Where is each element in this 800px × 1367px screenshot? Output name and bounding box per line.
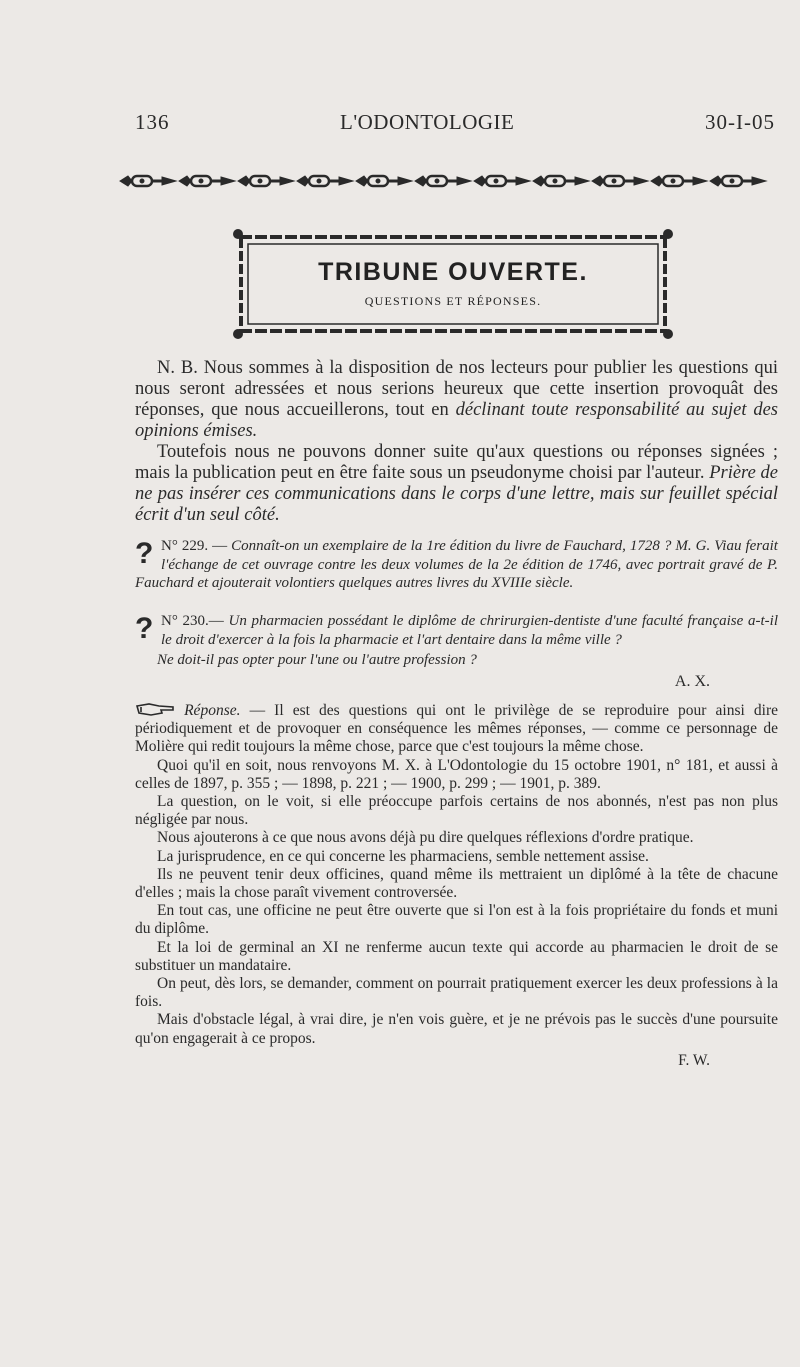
issue-date: 30-I-05 xyxy=(705,110,775,134)
response-paragraph: La jurisprudence, en ce qui concerne les pharmaciens, semble nettement assise. xyxy=(157,847,649,865)
section-title-box xyxy=(232,228,674,340)
section-subtitle: QUESTIONS ET RÉPONSES. xyxy=(364,294,542,308)
question-signature: A. X. xyxy=(674,672,710,690)
response-signature: F. W. xyxy=(678,1051,710,1069)
response-paragraph: Réponse. — Il est des questions qui ont le privilège de se reproduire pour ainsi dire périodiquement et de provoquer en conséquence les mêmes réponses, — comme ce personnage de Molière qui redit toujours la même chose, parce que c'est toujours la même chose. xyxy=(135,702,779,756)
response-paragraph: On peut, dès lors, se demander, comment on pourrait pratiquement exercer les deux professions à la fois. xyxy=(135,975,778,1011)
response-paragraph: La question, on le voit, si elle préoccupe parfois certains de nos abonnés, n'est pas non plus négligée par nous. xyxy=(135,793,778,829)
intro-paragraph-1: N. B. Nous sommes à la disposition de nos lecteurs pour publier les questions qui nous seront adressées et nous serions heureux que cette insertion provoquât des réponses, que nous accueillerons, tout en déclinant toute responsabilité au sujet des opinions émises. xyxy=(135,358,778,441)
intro-note xyxy=(135,358,778,526)
page-number: 136 xyxy=(135,110,170,134)
running-header xyxy=(135,110,775,142)
question-mark-icon: ? xyxy=(135,612,154,645)
question-number: N° 229. — xyxy=(161,538,232,554)
question-mark-icon: ? xyxy=(135,537,154,570)
intro-paragraph-2: Toutefois nous ne pouvons donner suite qu'aux questions ou réponses signées ; mais la publication peut en être faite sous un pseudonyme choisi par l'auteur. Prière de ne pas insérer ces communications dans le corps d'une lettre, mais sur feuillet spécial écrit d'un seul côté. xyxy=(135,442,778,525)
question-followup: Ne doit-il pas opter pour l'une ou l'autre profession ? xyxy=(157,652,477,668)
response-paragraph: Ils ne peuvent tenir deux officines, quand même ils mettraient un diplômé à la tête de chacune d'elles ; mais la chose paraît vivement controversée. xyxy=(135,865,778,902)
question-text: Connaît-on un exemplaire de la 1re édition du livre de Fauchard, 1728 ? M. G. Viau ferait l'échange de cet ouvrage contre les deux volumes de la 2e édition de 1746, avec portrait gravé de P. Fauchard et ajouterait volontiers quelques autres livres du XVIIIe siècle. xyxy=(135,538,778,591)
section-title: TRIBUNE OUVERTE. xyxy=(318,258,588,286)
response-paragraph: Nous ajouterons à ce que nous avons déjà pu dire quelques réflexions d'ordre pratique. xyxy=(157,829,694,847)
response-paragraph: En tout cas, une officine ne peut être ouverte que si l'on est à la fois propriétaire du fonds et muni du diplôme. xyxy=(135,902,778,938)
response-paragraph: Mais d'obstacle légal, à vrai dire, je n'en vois guère, et je ne prévois pas le succès d'une poursuite qu'on engagerait à ce propos. xyxy=(135,1011,778,1047)
question-229 xyxy=(135,537,778,593)
question-230 xyxy=(135,612,778,691)
response xyxy=(135,701,778,1070)
response-paragraph: Et la loi de germinal an XI ne renferme aucun texte qui accorde au pharmacien le droit de se substituer un mandataire. xyxy=(135,938,778,974)
question-number: N° 230.— xyxy=(161,613,229,629)
question-text: Un pharmacien possédant le diplôme de chrirurgien-dentiste d'une faculté française a-t-il le droit d'exercer à la fois la pharmacie et l'art dentaire dans la même ville ? xyxy=(161,613,778,648)
journal-title: L'ODONTOLOGIE xyxy=(340,110,515,134)
pointing-hand-icon xyxy=(135,701,175,717)
response-label: Réponse. xyxy=(184,702,241,719)
response-paragraph: Quoi qu'il en soit, nous renvoyons M. X. à L'Odontologie du 15 octobre 1901, n° 181, et aussi à celles de 1897, p. 355 ; — 1898, p. 221 ; — 1900, p. 299 ; — 1901, p. 389. xyxy=(135,756,778,792)
ornamental-rule xyxy=(118,168,774,194)
